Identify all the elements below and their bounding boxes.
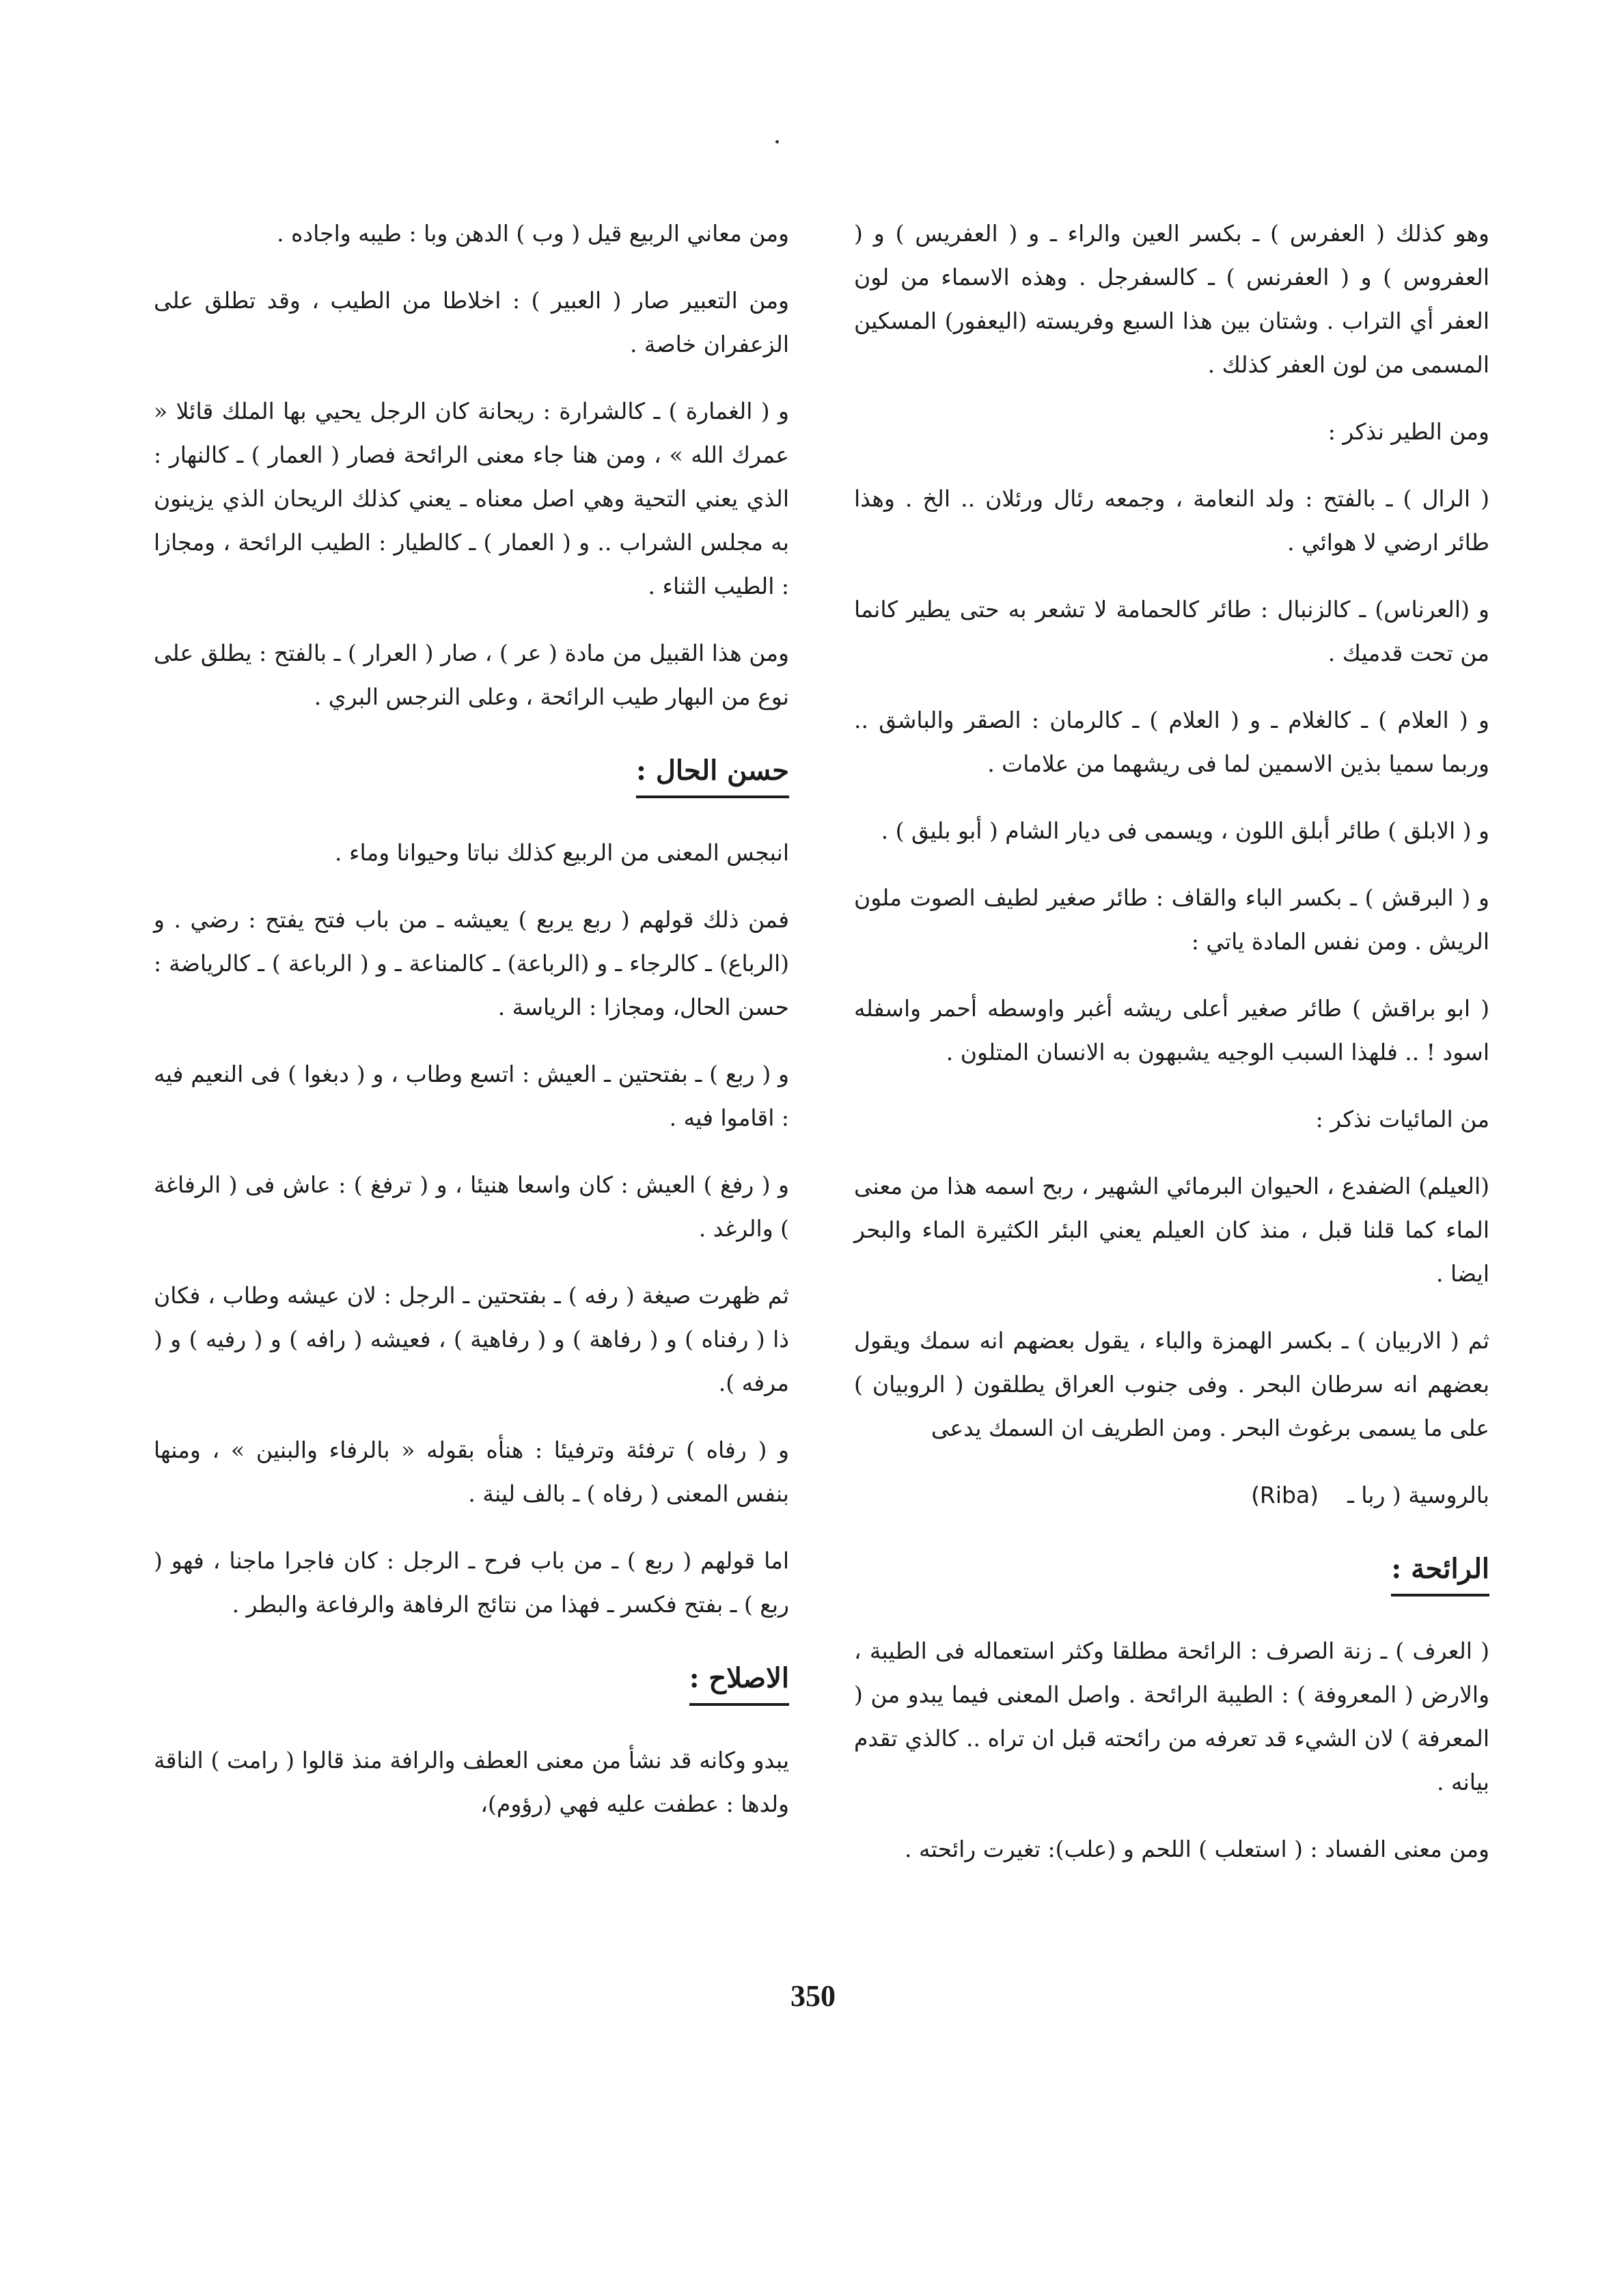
left-column bbox=[154, 212, 789, 1849]
paragraph-rabi-aysh: و ( ربع ) ـ بفتحتين ـ العيش : اتسع وطاب ، و ( دبغوا ) فى النعيم فيه : اقاموا فيه . bbox=[154, 1061, 789, 1131]
paragraph-birds-intro: ومن الطير نذكر : bbox=[1327, 418, 1489, 445]
paragraph-barqash: و ( البرقش ) ـ بكسر الباء والقاف : طائر صغير لطيف الصوت ملون الريش . ومن نفس المادة ياتي : bbox=[854, 884, 1489, 955]
paragraph-rabi-fajir: اما قولهم ( ربع ) ـ من باب فرح ـ الرجل : كان فاجرا ماجنا ، فهو ( ربع ) ـ بفتح فكسر ـ فهذا من نتائج الرفاهة والرفاعة والبطر . bbox=[154, 1547, 789, 1618]
paragraph-allam: و ( العلام ) ـ كالغلام ـ و ( العلام ) ـ كالرمان : الصقر والباشق .. وربما سميا بذين الاسمين لما فى ريشهما من علامات . bbox=[854, 707, 1489, 777]
paragraph-arnas: و (العرناس) ـ كالزنبال : طائر كالحمامة لا تشعر به حتى يطير كانما من تحت قدميك . bbox=[854, 596, 1489, 666]
paragraph-ramat: يبدو وكانه قد نشأ من معنى العطف والرافة منذ قالوا ( رامت ) الناقة ولدها : عطفت عليه فهي (رؤوم)، bbox=[154, 1747, 789, 1817]
paragraph-rafagh: و ( رفغ ) العيش : كان واسعا هنيئا ، و ( ترفغ ) : عاش فى ( الرفاغة ) والرغد . bbox=[154, 1171, 789, 1242]
section-heading-husn-wrap bbox=[154, 742, 789, 831]
paragraph-arar: ومن هذا القبيل من مادة ( عر ) ، صار ( العرار ) ـ بالفتح : يطلق على نوع من البهار طيب الرائحة ، وعلى النرجس البري . bbox=[154, 640, 789, 710]
right-column bbox=[854, 212, 1489, 1894]
riba-arabic: بالروسية ( ربا ـ bbox=[1347, 1482, 1489, 1508]
paragraph-istaalab: ومن معنى الفساد : ( استعلب ) اللحم و (علب): تغيرت رائحته . bbox=[905, 1836, 1489, 1862]
paragraph-ghamara: و ( الغمارة ) ـ كالشرارة : ريحانة كان الرجل يحيي بها الملك قائلا « عمرك الله » ، ومن هنا جاء معنى الرائحة فصار ( العمار ) ـ كالنهار : الذي يعني التحية وهي اصل معناه ـ يعني كذلك الريحان الذي يزينون به مجلس الشراب .. و ( العمار ) ـ كالطيار : الطيب الرائحة ، ومجازا : الطيب الثناء . bbox=[154, 398, 789, 599]
paragraph-abu-baraqish: ( ابو براقش ) طائر صغير أعلى ريشه أغبر واوسطه أحمر واسفله اسود ! .. فلهذا السبب الوجيه يشبهون به الانسان المتلون . bbox=[854, 995, 1489, 1065]
paragraph-rabaa: فمن ذلك قولهم ( ربع يربع ) يعيشه ـ من باب فتح يفتح : رضي . و (الرباع) ـ كالرجاء ـ و (الرباعة) ـ كالمناعة ـ و ( الرباعة ) ـ كالرياضة : حسن الحال، ومجازا : الرياسة . bbox=[154, 906, 789, 1020]
section-heading-islah-wrap bbox=[154, 1650, 789, 1739]
paragraph-aquatic-intro: من المائيات نذكر : bbox=[1315, 1106, 1489, 1132]
paragraph-riba bbox=[854, 1473, 1489, 1517]
paragraph-afras: وهو كذلك ( العفرس ) ـ بكسر العين والراء ـ و ( العفريس ) و ( العفروس ) و ( العفرنس ) ـ كالسفرجل . وهذه الاسماء من لون العفر أي التراب . وشتان بين هذا السبع وفريسته (اليعفور) المسكين المسمى من لون العفر كذلك . bbox=[854, 220, 1489, 378]
paragraph-wabb: ومن معاني الربيع قيل ( وب ) الدهن وبا : طيبه واجاده . bbox=[277, 220, 789, 247]
section-heading-islah: الاصلاح : bbox=[689, 1657, 789, 1706]
paragraph-ablaq: و ( الابلق ) طائر أبلق اللون ، ويسمى فى ديار الشام ( أبو بليق ) . bbox=[881, 817, 1489, 844]
paragraph-rafah: ثم ظهرت صيغة ( رفه ) ـ بفتحتين ـ الرجل : لان عيشه وطاب ، فكان ذا ( رفناه ) و ( رفاهة ) و ( رفاهية ) ، فعيشه ( رافه ) و ( رفيه ) و ( مرفه ). bbox=[154, 1282, 789, 1396]
paragraph-irbiyan: ثم ( الاربيان ) ـ بكسر الهمزة والباء ، يقول بعضهم انه سمك ويقول بعضهم انه سرطان البحر . وفى جنوب العراق يطلقون ( الروبيان ) على ما يسمى برغوث البحر . ومن الطريف ان السمك يدعى bbox=[854, 1327, 1489, 1441]
section-heading-raiha-wrap bbox=[854, 1540, 1489, 1629]
section-heading-husn-al-hal: حسن الحال : bbox=[636, 749, 789, 798]
paragraph-inbajas: انبجس المعنى من الربيع كذلك نباتا وحيوانا وماء . bbox=[335, 839, 789, 866]
page-number: 350 bbox=[790, 1979, 836, 2013]
paragraph-raffaa: و ( رفاه ) ترفئة وترفيئا : هنأه بقوله « بالرفاء والبنين » ، ومنها بنفس المعنى ( رفاه ) ـ بالف لينة . bbox=[154, 1437, 789, 1507]
paragraph-abir: ومن التعبير صار ( العبير ) : اخلاطا من الطيب ، وقد تطلق على الزعفران خاصة . bbox=[154, 287, 789, 357]
paragraph-aylam: (العيلم) الضفدع ، الحيوان البرمائي الشهير ، ربح اسمه هذا من معنى الماء كما قلنا قبل ، منذ كان العيلم يعني البئر الكثيرة الماء والبحر ايضا . bbox=[854, 1173, 1489, 1287]
riba-latin: (Riba) bbox=[1251, 1482, 1319, 1508]
paragraph-arf: ( العرف ) ـ زنة الصرف : الرائحة مطلقا وكثر استعماله فى الطيبة ، والارض ( المعروفة ) : الطيبة الرائحة . واصل المعنى فيما يبدو من ( المعرفة ) لان الشيء قد تعرفه من رائحته قبل ان تراه .. كالذي تقدم بيانه . bbox=[854, 1637, 1489, 1795]
paragraph-ral: ( الرال ) ـ بالفتح : ولد النعامة ، وجمعه رئال ورئلان .. الخ . وهذا طائر ارضي لا هوائي . bbox=[854, 485, 1489, 556]
scan-mark bbox=[775, 140, 779, 144]
section-heading-raiha: الرائحة : bbox=[1391, 1547, 1489, 1596]
